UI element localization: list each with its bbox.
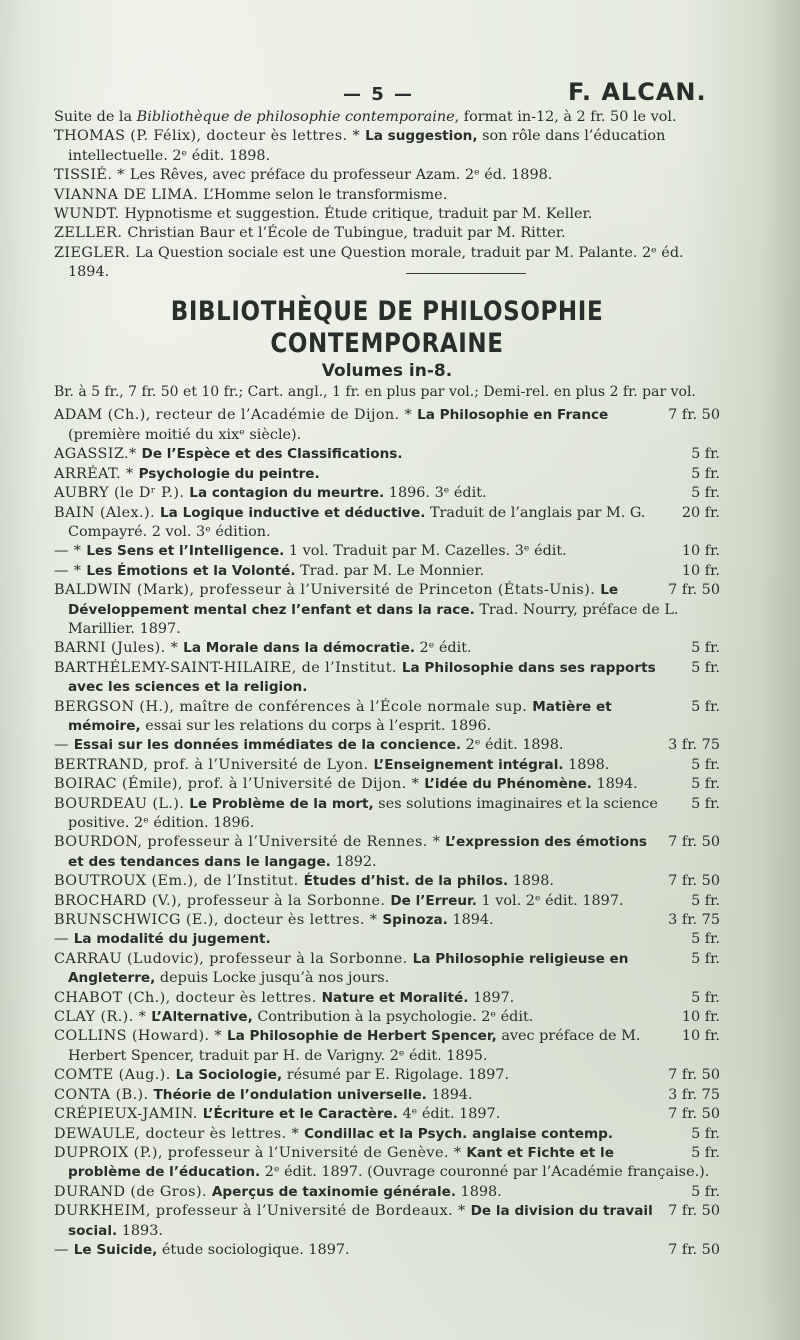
entry-author: —: [54, 1241, 74, 1258]
entry-title: La Logique inductive et déductive.: [160, 504, 426, 521]
entry-price: 5 fr.: [691, 989, 720, 1006]
entry-price: 5 fr.: [691, 1183, 720, 1200]
catalog-entry: [54, 205, 720, 224]
catalog-entry: [54, 950, 720, 989]
entry-author: COMTE (Aug.).: [54, 1067, 176, 1084]
catalog-entry: [54, 1125, 720, 1144]
entry-author: BARNI (Jules). *: [54, 640, 184, 657]
entry-author: — *: [54, 562, 87, 579]
entry-details: 1894.: [591, 776, 638, 793]
entry-details: 1 vol. Traduit par M. Cazelles. 3ᵉ édit.: [284, 543, 567, 560]
entry-details: Trad. Nourry, préface de L. Marillier. 1897.: [68, 601, 679, 637]
entry-details: ses solutions imaginaires et la science positive. 2ᵉ édition. 1896.: [68, 795, 658, 831]
entry-title: Le Développement mental chez l’enfant et dans la race.: [68, 582, 619, 618]
intro-text-1: Suite de la: [54, 109, 137, 125]
entry-author: CONTA (B.).: [54, 1086, 154, 1103]
entry-title: Spinoza.: [382, 912, 448, 929]
entry-price: 5 fr.: [691, 698, 720, 715]
entry-author: ADAM (Ch.), recteur de l’Académie de Dijon. *: [54, 407, 418, 424]
entry-price: 3 fr. 75: [668, 737, 720, 754]
section-subtitle: Volumes in-8.: [321, 360, 453, 381]
entry-price: 3 fr. 75: [668, 1086, 720, 1103]
entry-details: 2ᵉ édit. 1897. (Ouvrage couronné par l’Académie française.).: [260, 1164, 710, 1181]
entry-details: depuis Locke jusqu’à nos jours.: [155, 970, 390, 987]
entry-title: L’Alternative,: [151, 1009, 253, 1026]
entry-title: De la division du travail social.: [68, 1203, 653, 1239]
entry-price: 5 fr.: [691, 640, 720, 657]
entry-price: 5 fr.: [691, 756, 720, 773]
intro-text-2: , format in-12, à 2 fr. 50 le vol.: [454, 109, 677, 125]
entry-details: 1898.: [563, 756, 610, 773]
entry-author: ZIEGLER.: [54, 244, 136, 261]
entry-author: BARTHÉLEMY-SAINT-HILAIRE, de l’Institut.: [54, 659, 402, 676]
catalog-entry: [54, 1066, 720, 1085]
catalog-entry: [54, 659, 720, 698]
entry-details: son rôle dans l’éducation intellectuelle. 2ᵉ édit. 1898.: [68, 128, 666, 164]
entry-title: Matière et mémoire,: [68, 698, 612, 734]
entry-author: —: [54, 737, 74, 754]
entry-details: essai sur les relations du corps à l’esprit. 1896.: [140, 717, 492, 734]
catalog-entry: [54, 736, 720, 755]
entry-details: 1898.: [455, 1183, 502, 1200]
publisher-name: F. ALCAN.: [568, 78, 707, 106]
catalog-entry: [54, 1027, 720, 1066]
entry-price: 20 fr.: [681, 504, 720, 521]
entry-details: 1894.: [447, 912, 494, 929]
entry-title: La Philosophie en France: [417, 407, 609, 424]
catalog-entry: [54, 445, 720, 464]
entry-author: BOURDON, professeur à l’Université de Rennes. *: [54, 834, 446, 851]
catalog-entry: [54, 127, 720, 166]
entry-author: ARRÉAT. *: [54, 465, 139, 482]
entry-title: La modalité du jugement.: [73, 931, 271, 948]
catalog-entry: [54, 406, 720, 445]
entry-title: Les Sens et l’Intelligence.: [86, 543, 285, 560]
entry-author: BROCHARD (V.), professeur à la Sorbonne.: [54, 892, 391, 909]
entry-author: AUBRY (le Dʳ P.).: [54, 485, 190, 502]
entry-title: La Philosophie religieuse en Angleterre,: [68, 950, 629, 987]
page-number: — 5 —: [343, 84, 415, 105]
entry-author: BOUTROUX (Em.), de l’Institut.: [54, 873, 304, 890]
entry-price: 5 fr.: [691, 950, 720, 967]
catalog-entry: [54, 911, 720, 930]
entry-details: 2ᵉ édit.: [414, 640, 472, 657]
entry-author: CARRAU (Ludovic), professeur à la Sorbonne.: [54, 950, 413, 967]
catalog-entry: [54, 833, 720, 872]
entry-details: Traduit de l’anglais par M. G. Compayré. 2 vol. 3ᵉ édition.: [68, 504, 646, 540]
entry-details: 1892.: [330, 853, 377, 870]
entry-price: 5 fr.: [691, 1144, 720, 1161]
entry-price: 5 fr.: [691, 659, 720, 676]
entry-title: La Sociologie,: [175, 1067, 283, 1084]
entry-author: DUPROIX (P.), professeur à l’Université de Genève. *: [54, 1144, 467, 1161]
intro-line: [54, 108, 720, 127]
catalog-entry: [54, 872, 720, 891]
top-entry-list: [54, 127, 720, 282]
entry-author: AGASSIZ.*: [54, 446, 142, 463]
entry-author: BOIRAC (Émile), prof. à l’Université de Dijon. *: [54, 776, 425, 793]
entry-author: CHABOT (Ch.), docteur ès lettres.: [54, 989, 322, 1006]
entry-price: 5 fr.: [691, 776, 720, 793]
catalog-entry: [54, 562, 720, 581]
entry-title: L’idée du Phénomène.: [424, 776, 592, 793]
entry-title: La contagion du meurtre.: [189, 485, 385, 502]
entry-details: (première moitié du xixᵉ siècle).: [68, 426, 302, 443]
catalog-entry: [54, 892, 720, 911]
entry-title: Nature et Moralité.: [321, 989, 469, 1006]
entry-details: étude sociologique. 1897.: [157, 1241, 350, 1258]
catalog-entry: [54, 1008, 720, 1027]
entry-title: Kant et Fichte et le problème de l’éducation.: [68, 1144, 614, 1181]
entry-price: 5 fr.: [691, 485, 720, 502]
entry-title: Les Émotions et la Volonté.: [86, 562, 296, 579]
entry-list: [54, 406, 720, 1260]
entry-title: Théorie de l’ondulation universelle.: [153, 1086, 427, 1103]
entry-author: CLAY (R.). *: [54, 1009, 152, 1026]
entry-author: DURAND (de Gros).: [54, 1183, 212, 1200]
catalog-entry: [54, 930, 720, 949]
entry-author: BALDWIN (Mark), professeur à l’Université de Princeton (États-Unis).: [54, 582, 601, 599]
catalog-entry: [54, 1241, 720, 1260]
entry-author: THOMAS (P. Félix), docteur ès lettres. *: [54, 128, 366, 145]
entry-details: 1898.: [508, 873, 554, 890]
entry-author: WUNDT.: [54, 206, 125, 223]
catalog-entry: [54, 542, 720, 561]
catalog-entry: [54, 186, 720, 205]
entry-price: 7 fr. 50: [668, 1203, 720, 1220]
entry-details: 2ᵉ édit. 1898.: [461, 737, 564, 754]
catalog-entry: [54, 1105, 720, 1124]
entry-details: La Question sociale est une Question morale, traduit par M. Palante. 2ᵉ éd. 1894.: [68, 244, 684, 281]
catalog-entry: [54, 1086, 720, 1105]
entry-author: BRUNSCHWICG (E.), docteur ès lettres. *: [54, 912, 383, 929]
catalog-entry: [54, 756, 720, 775]
entry-details: 4ᵉ édit. 1897.: [397, 1106, 501, 1123]
entry-author: DEWAULE, docteur ès lettres. *: [54, 1125, 305, 1142]
entry-title: L’Enseignement intégral.: [373, 756, 564, 773]
entry-author: BAIN (Alex.).: [54, 504, 160, 521]
entry-details: résumé par E. Rigolage. 1897.: [282, 1067, 510, 1084]
entry-price: 5 fr.: [691, 931, 720, 948]
entry-price: 7 fr. 50: [668, 1241, 720, 1258]
entry-title: Essai sur les données immédiates de la concience.: [73, 737, 462, 754]
entry-author: BERGSON (H.), maître de conférences à l’École normale sup.: [54, 698, 533, 715]
section-title: BIBLIOTHÈQUE DE PHILOSOPHIE CONTEMPORAINE: [170, 296, 604, 359]
catalog-entry: [54, 1183, 720, 1202]
entry-price: 10 fr.: [681, 543, 720, 560]
catalog-entry: [54, 989, 720, 1008]
entry-author: TISSIÉ. *: [54, 167, 130, 184]
entry-price: 7 fr. 50: [668, 407, 720, 424]
entry-price: 7 fr. 50: [668, 1067, 720, 1084]
entry-price: 10 fr.: [681, 1009, 720, 1026]
entry-title: Psychologie du peintre.: [138, 465, 320, 482]
entry-details: 1 vol. 2ᵉ édit. 1897.: [476, 892, 624, 909]
catalog-entry: [54, 581, 720, 639]
entry-details: Les Rêves, avec préface du professeur Azam. 2ᵉ éd. 1898.: [129, 167, 553, 184]
entry-title: De l’Espèce et des Classifications.: [141, 446, 403, 463]
entry-title: La Morale dans la démocratie.: [183, 640, 415, 657]
entry-title: Condillac et la Psych. anglaise contemp.: [304, 1125, 614, 1142]
catalog-content: [54, 78, 720, 1260]
entry-author: VIANNA DE LIMA.: [54, 186, 204, 203]
entry-details: Contribution à la psychologie. 2ᵉ édit.: [252, 1009, 534, 1026]
catalog-entry: [54, 166, 720, 185]
catalog-entry: [54, 775, 720, 794]
entry-title: Aperçus de taxinomie générale.: [211, 1183, 456, 1200]
catalog-entry: [54, 484, 720, 503]
entry-title: La suggestion,: [365, 128, 478, 145]
entry-details: avec préface de M. Herbert Spencer, traduit par H. de Varigny. 2ᵉ édit. 1895.: [68, 1028, 641, 1064]
entry-price: 7 fr. 50: [668, 873, 720, 890]
entry-title: L’expression des émotions et des tendances dans le langage.: [68, 834, 647, 870]
entry-title: L’Écriture et le Caractère.: [202, 1106, 398, 1123]
entry-author: BERTRAND, prof. à l’Université de Lyon.: [54, 756, 374, 773]
entry-price: 5 fr.: [691, 1125, 720, 1142]
entry-details: 1897.: [468, 989, 515, 1006]
entry-price: 3 fr. 75: [668, 912, 720, 929]
catalog-entry: [54, 1144, 720, 1183]
entry-details: L’Homme selon le transformisme.: [203, 186, 448, 203]
entry-price: 7 fr. 50: [668, 834, 720, 851]
entry-title: La Philosophie dans ses rapports avec les sciences et la religion.: [68, 659, 656, 696]
entry-price: 10 fr.: [681, 1028, 720, 1045]
entry-details: Trad. par M. Le Monnier.: [295, 562, 485, 579]
entry-price: 7 fr. 50: [668, 1106, 720, 1123]
catalog-entry: [54, 1202, 720, 1241]
entry-title: Études d’hist. de la philos.: [303, 873, 509, 890]
entry-author: CRÉPIEUX-JAMIN.: [54, 1106, 203, 1123]
entry-author: ZELLER.: [54, 225, 128, 242]
entry-price: 5 fr.: [691, 795, 720, 812]
entry-author: — *: [54, 543, 87, 560]
entry-price: 5 fr.: [691, 892, 720, 909]
entry-price: 5 fr.: [691, 446, 720, 463]
catalog-entry: [54, 795, 720, 834]
entry-details: Christian Baur et l’École de Tubingue, traduit par M. Ritter.: [127, 225, 566, 242]
entry-details: Hypnotisme et suggestion. Étude critique, traduit par M. Keller.: [124, 206, 593, 223]
entry-title: Le Suicide,: [73, 1241, 158, 1258]
entry-price: 5 fr.: [691, 465, 720, 482]
entry-author: DURKHEIM, professeur à l’Université de Bordeaux. *: [54, 1203, 471, 1220]
entry-title: La Philosophie de Herbert Spencer,: [226, 1028, 497, 1045]
entry-price: 7 fr. 50: [668, 582, 720, 599]
catalog-entry: [54, 465, 720, 484]
entry-author: BOURDEAU (L.).: [54, 795, 190, 812]
catalog-entry: [54, 698, 720, 737]
entry-title: Le Problème de la mort,: [189, 795, 374, 812]
entry-price: 10 fr.: [681, 562, 720, 579]
catalog-entry: [54, 504, 720, 543]
divider-rule: [406, 273, 526, 274]
entry-author: COLLINS (Howard). *: [54, 1028, 227, 1045]
intro-italic: Bibliothèque de philosophie contemporaine: [136, 109, 455, 125]
catalog-entry: [54, 224, 720, 243]
entry-details: 1893.: [117, 1222, 163, 1239]
catalog-entry: [54, 639, 720, 658]
catalog-entry: [54, 244, 720, 283]
entry-details: 1896. 3ᵉ édit.: [384, 485, 487, 502]
entry-title: De l’Erreur.: [390, 892, 477, 909]
entry-details: 1894.: [426, 1086, 473, 1103]
price-note: Br. à 5 fr., 7 fr. 50 et 10 fr.; Cart. angl., 1 fr. en plus par vol.; Demi-rel. en plus 2 fr. par vol.: [54, 384, 696, 401]
entry-author: —: [54, 931, 74, 948]
